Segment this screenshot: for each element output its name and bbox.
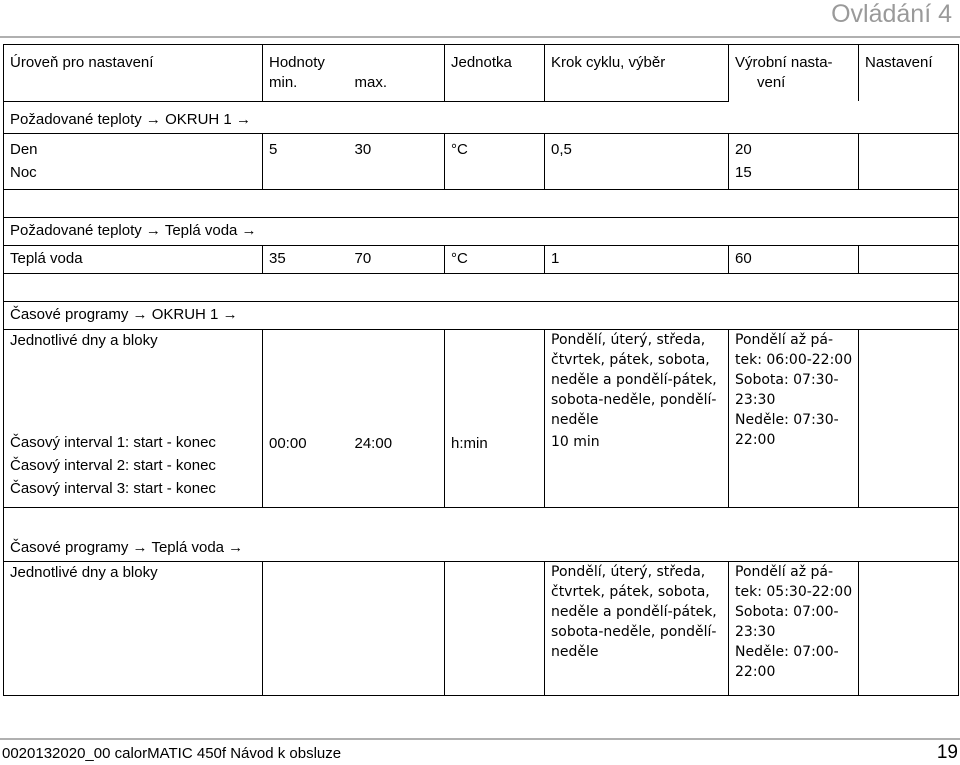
day-option-line: neděle (551, 411, 599, 428)
tepla-voda-max: 70 (349, 245, 445, 273)
label-interval-2: Časový interval 2: start - konec (10, 456, 216, 474)
setting-prog-teplavoda (859, 561, 959, 695)
factory-line: Neděle: 07:30- (735, 411, 839, 428)
factory-okruh1 (729, 133, 859, 189)
setting-prog-okruh1 (859, 329, 959, 507)
factory-line: 23:30 (735, 623, 776, 640)
page-section-title: Ovládání 4 (831, 0, 952, 28)
spacer-row (4, 189, 959, 217)
prog-teplavoda-factory (729, 561, 859, 695)
factory-line: 22:00 (735, 663, 776, 680)
label-noc: Noc (10, 163, 37, 181)
col-header-factory (729, 45, 859, 102)
day-option-line: Pondělí, úterý, středa, (551, 331, 706, 348)
day-option-line: čtvrtek, pátek, sobota, (551, 351, 710, 368)
prog-okruh1-step (545, 329, 729, 507)
label-interval-1: Časový interval 1: start - konec (10, 433, 216, 451)
day-option-line: sobota-neděle, pondělí- (551, 391, 717, 408)
col-header-setting: Nastavení (859, 45, 959, 102)
den-max: 30 (349, 133, 445, 189)
setting-okruh1 (859, 133, 959, 189)
col-header-unit-blank (445, 73, 545, 101)
factory-line: Sobota: 07:30- (735, 371, 839, 388)
header-rule (0, 36, 960, 38)
tepla-voda-min: 35 (263, 245, 349, 273)
den-min: 5 (263, 133, 349, 189)
spacer-row (4, 507, 959, 535)
label-tepla-voda: Teplá voda (4, 245, 263, 273)
col-header-level-blank (4, 73, 263, 101)
interval-min: 00:00 (263, 329, 349, 507)
prog-teplavoda-min (263, 561, 349, 695)
col-header-min: min. (263, 73, 349, 101)
prog-okruh1-factory (729, 329, 859, 507)
day-option-line: Pondělí, úterý, středa, (551, 563, 706, 580)
factory-line: Pondělí až pá- (735, 331, 834, 348)
noc-factory: 15 (735, 163, 752, 181)
col-header-factory-line1: Výrobní nasta- (735, 54, 833, 71)
den-factory: 20 (735, 140, 752, 158)
col-header-factory-line2: vení (757, 74, 786, 91)
col-header-step: Krok cyklu, výběr (545, 45, 729, 74)
label-days-blocks: Jednotlivé dny a bloky (10, 331, 158, 349)
factory-line: Neděle: 07:00- (735, 643, 839, 660)
interval-max: 24:00 (349, 329, 445, 507)
factory-line: tek: 06:00-22:00 (735, 351, 853, 368)
prog-teplavoda-label: Jednotlivé dny a bloky (4, 561, 263, 695)
page-number: 19 (936, 742, 958, 763)
col-header-step-blank (545, 73, 729, 101)
factory-line: Sobota: 07:00- (735, 603, 839, 620)
day-option-line: neděle (551, 643, 599, 660)
prog-teplavoda-max (349, 561, 445, 695)
prog-okruh1-labels (4, 329, 263, 507)
tepla-voda-unit: °C (445, 245, 545, 273)
setting-tepla-voda (859, 245, 959, 273)
interval-step: 10 min (551, 433, 600, 450)
settings-table (3, 44, 959, 696)
day-option-line: neděle a pondělí-pátek, (551, 603, 717, 620)
tepla-voda-step: 1 (545, 245, 729, 273)
factory-line: Pondělí až pá- (735, 563, 834, 580)
interval-unit: h:min (445, 329, 545, 507)
label-den: Den (10, 140, 38, 158)
col-header-values: Hodnoty (263, 45, 445, 74)
day-option-line: neděle a pondělí-pátek, (551, 371, 717, 388)
section-title-okruh1: Požadované teploty → OKRUH 1 → (4, 101, 959, 133)
section-title-prog-okruh1: Časové programy → OKRUH 1 → (4, 301, 959, 329)
factory-line: tek: 05:30-22:00 (735, 583, 853, 600)
den-unit: °C (445, 133, 545, 189)
prog-teplavoda-step (545, 561, 729, 695)
footer-document-title: 0020132020_00 calorMATIC 450f Návod k obsluze (2, 745, 342, 762)
col-header-level: Úroveň pro nastavení (4, 45, 263, 74)
prog-teplavoda-unit (445, 561, 545, 695)
footer-rule (0, 738, 960, 740)
label-interval-3: Časový interval 3: start - konec (10, 479, 216, 497)
spacer-row (4, 273, 959, 301)
day-option-line: čtvrtek, pátek, sobota, (551, 583, 710, 600)
den-step: 0,5 (545, 133, 729, 189)
section-title-prog-teplavoda: Časové programy → Teplá voda → (4, 535, 959, 561)
tepla-voda-factory: 60 (729, 245, 859, 273)
row-labels-okruh1 (4, 133, 263, 189)
factory-line: 22:00 (735, 431, 776, 448)
factory-line: 23:30 (735, 391, 776, 408)
col-header-unit: Jednotka (445, 45, 545, 74)
col-header-max: max. (349, 73, 445, 101)
section-title-teplavoda: Požadované teploty → Teplá voda → (4, 217, 959, 245)
day-option-line: sobota-neděle, pondělí- (551, 623, 717, 640)
